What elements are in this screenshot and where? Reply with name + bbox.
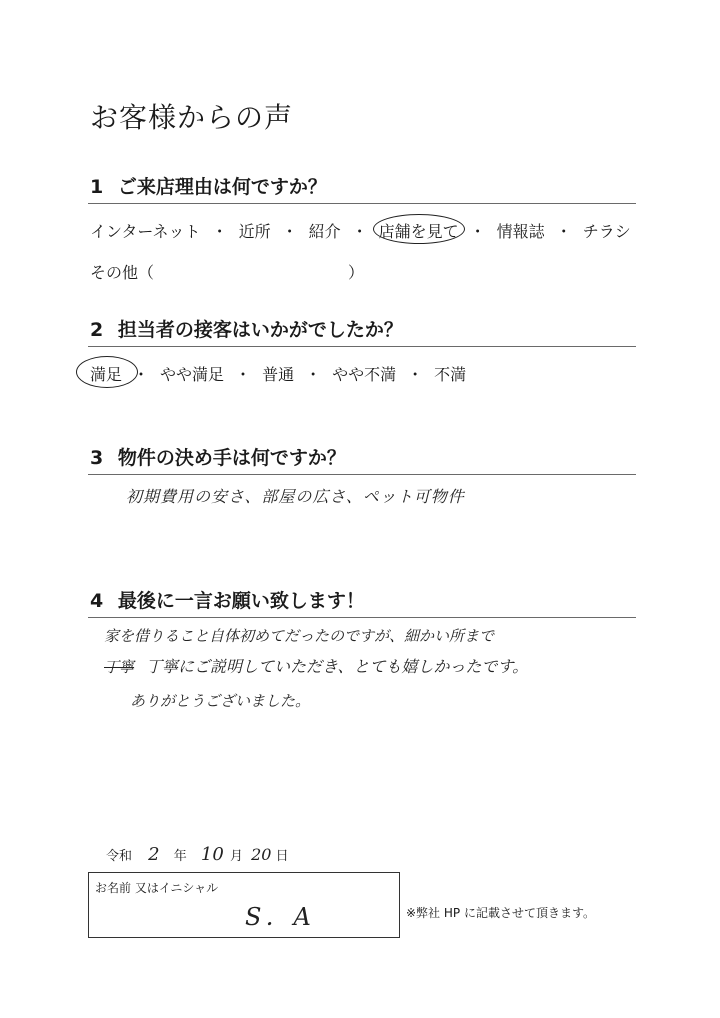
question-2-text: 担当者の接客はいかがでしたか？ — [117, 319, 403, 341]
question-2-number: 2 — [90, 319, 104, 341]
separator: ・ — [555, 222, 572, 241]
other-label: その他（ — [90, 263, 155, 282]
question-3-answer: 初期費用の安さ、部屋の広さ、ペット可物件 — [126, 487, 465, 506]
date-year: 2 — [148, 844, 160, 865]
option-neighborhood[interactable]: 近所 — [238, 222, 271, 241]
struck-out-text: 丁寧 — [104, 658, 135, 676]
date-line — [106, 844, 289, 865]
date-year-label: 年 — [173, 849, 187, 864]
option-neutral[interactable]: 普通 — [262, 365, 295, 384]
page-title: お客様からの声 — [90, 101, 294, 134]
separator: ・ — [235, 365, 252, 384]
date-era: 令和 — [106, 849, 133, 864]
option-magazine[interactable]: 情報誌 — [496, 222, 545, 241]
option-somewhat-dissatisfied[interactable]: やや不満 — [332, 365, 397, 384]
date-day: 20 — [251, 845, 272, 864]
question-2-heading — [90, 315, 403, 342]
name-box — [88, 872, 400, 938]
separator: ・ — [211, 222, 228, 241]
separator: ・ — [351, 222, 368, 241]
question-3-heading — [90, 443, 346, 470]
comment-line-3: ありがとうございました。 — [130, 692, 311, 710]
question-1-number: 1 — [90, 176, 104, 198]
name-label: お名前 又はイニシャル — [95, 881, 219, 895]
separator: ・ — [281, 222, 298, 241]
question-4-text: 最後に一言お願い致します！ — [117, 590, 365, 612]
option-internet[interactable]: インターネット — [90, 222, 201, 241]
question-4-heading — [90, 586, 365, 613]
question-2-rule — [88, 346, 636, 347]
question-3-text: 物件の決め手は何ですか？ — [117, 447, 346, 469]
question-4-rule — [88, 617, 636, 618]
question-2-options — [90, 362, 466, 385]
comment-line-2: 丁寧にご説明していただき、とても嬉しかったです。 — [146, 657, 529, 676]
question-1-rule — [88, 203, 636, 204]
question-1-other-close: ） — [348, 263, 365, 282]
question-1-heading — [90, 172, 327, 199]
question-1-text: ご来店理由は何ですか？ — [117, 176, 327, 198]
date-month: 10 — [200, 844, 224, 865]
option-referral[interactable]: 紹介 — [308, 222, 341, 241]
option-flyer[interactable]: チラシ — [582, 222, 631, 241]
option-dissatisfied[interactable]: 不満 — [434, 365, 467, 384]
question-1-other — [90, 260, 154, 283]
option-satisfied[interactable]: 満足 — [90, 362, 122, 385]
option-somewhat-satisfied[interactable]: やや満足 — [160, 365, 225, 384]
question-4-number: 4 — [90, 590, 104, 612]
option-saw-store[interactable]: 店舗を見て — [379, 219, 459, 242]
question-3-rule — [88, 474, 636, 475]
separator: ・ — [469, 222, 486, 241]
date-day-label: 日 — [275, 849, 289, 864]
question-3-number: 3 — [90, 447, 104, 469]
name-value: S．A — [245, 903, 315, 931]
comment-line-1: 家を借りること自体初めてだったのですが、細かい所まで — [104, 627, 495, 645]
separator: ・ — [133, 365, 150, 384]
date-month-label: 月 — [229, 849, 243, 864]
separator: ・ — [407, 365, 424, 384]
selection-circle — [76, 356, 138, 388]
separator: ・ — [305, 365, 322, 384]
question-1-options — [90, 219, 631, 242]
selection-circle — [373, 214, 465, 244]
publication-note: ※弊社 HP に記載させて頂きます。 — [406, 906, 595, 920]
